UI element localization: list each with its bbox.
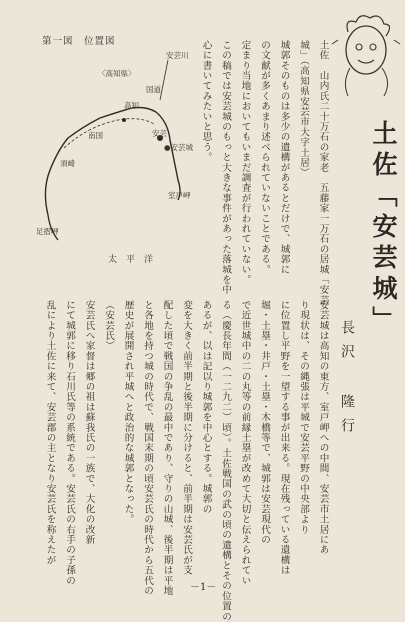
map-label-akijo: ●安芸城 [164,143,194,152]
text-column: 定まり当地においてもいまだ調査が行われていない。 [239,40,251,285]
map-label-kochi: 高知 [124,101,139,110]
text-column: 乱により土佐に来て、安芸郡の主となり安芸氏を称えたが [44,300,56,566]
map-label-muroto: 室戸岬 [168,191,191,200]
author-name: 長沢 隆行 [339,320,355,442]
map-label-susaki: 須崎 [60,159,75,168]
text-column: 城」（高知県安芸市大字土居） [298,40,310,178]
article-title: 土佐「安芸城」 [369,120,398,337]
text-column: る（慶長年間（一二九二）頃）。土佐戦国の武の頃の遺構とその位置の [220,300,232,622]
text-column: この稿では安芸城のもっと大きな事件があった落城を中 [220,40,232,295]
text-column: に位置し平野を一望する事が出来る。現在残っている遺構は [278,300,290,576]
text-column: にて城郭に移り石川氏等の系統である。安芸氏の右手の子孫の [64,300,76,586]
text-column: 安芸氏へ家督は郷の祖は蘇我氏の一族で、大化の改新 [83,300,95,545]
map-label-aki: 安芸 [152,129,167,138]
mascot-illustration [330,10,402,100]
text-column: と各地を持つ城の時代で、戦国末期の頃安芸氏の時代から五代の [142,300,154,596]
text-column: あるが、以は記以り城郭を中心とする。城郭の [200,300,212,515]
text-column: り現状は、その縄張は平城で安芸平野の中央部より [298,300,310,535]
map-label-nankoku: 南国 [88,131,103,140]
map-label-akikawa: 安芸川 [166,51,189,60]
location-map [28,30,198,270]
text-column: 土佐 山内氏二十万石の家老 五藤家一万石の居城「安芸 [317,40,329,306]
text-column: 配した頃で戦国の争乱の最中であり、守りの山城、後半期は平地 [161,300,173,596]
map-label-route: 国道 [146,85,161,94]
text-column: の文献が多くあまり述べられていないことである。 [259,40,271,275]
text-column: 堀・土塁・井戸・土塁・木橋等で、城郭は安芸現代の [259,300,271,545]
text-column: 城郭そのものは多少の遺構があるとだけで、城郭に [278,40,290,275]
text-column: 変を大きく前半期と後半期に分けると、前半期は安芸氏が支 [181,300,193,576]
text-column: 安芸城は高知の東方、室戸岬への中間、安芸市土居にあ [317,300,329,555]
map-label-ashizuri: 足摺岬 [36,227,59,236]
text-column: （安芸氏） [103,300,115,351]
text-column: 歴史が展開され平城へと政治的な城郭となった。 [122,300,134,525]
map-caption: 第一図 位置図 [42,36,116,47]
text-column: 心に書いてみたいと思う。 [200,40,212,163]
page-number: －1－ [190,582,217,593]
map-label-prefecture: 〈高知県〉 [98,69,136,78]
map-label-pacific: 太 平 洋 [108,255,154,265]
text-column: で近世城中の二の丸等の前縁土塁が改めて大切と伝えられてい [239,300,251,586]
